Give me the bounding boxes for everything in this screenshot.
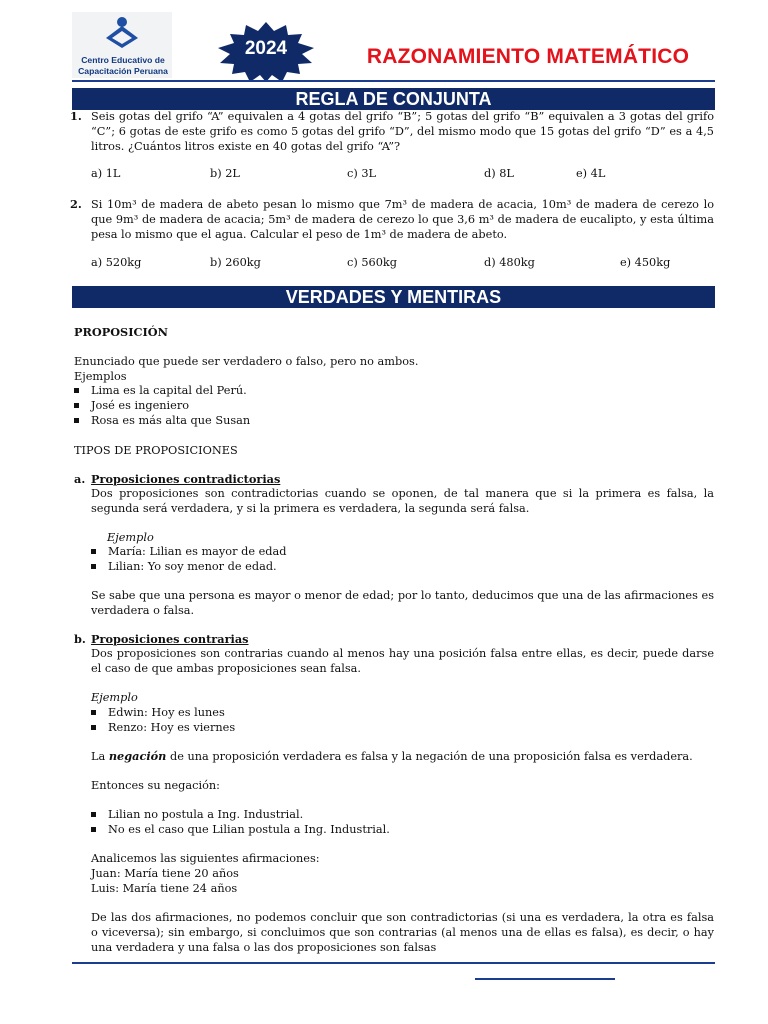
question-2-option-b: b) 260kg [210, 256, 261, 269]
negation-keyword: negación [108, 749, 167, 763]
bullet-icon [74, 388, 79, 393]
list-item: Lilian: Yo soy menor de edad. [91, 559, 391, 574]
type-b-example-label: Ejemplo [91, 691, 138, 704]
section-title-regla-conjunta: REGLA DE CONJUNTA [72, 88, 715, 110]
negation-paragraph: La negación de una proposición verdadera es falsa y la negación de una proposición falsa es verdadera. [91, 749, 693, 763]
question-1-option-b: b) 2L [210, 167, 240, 180]
luis-statement: Luis: María tiene 24 años [91, 882, 238, 895]
bullet-icon [91, 564, 96, 569]
question-2-text: Si 10m³ de madera de abeto pesan lo mismo que 7m³ de madera de acacia, 10m³ de madera de cerezo lo que 9m³ de madera de acacia; 5m³ de madera de cerezo lo que 3,6 m³ de madera de eucalipto, y esta última pesa lo mismo que el agua. Calcular el peso de 1m³ de madera de abeto. [91, 198, 714, 241]
type-b-text: Dos proposiciones son contrarias cuando al menos hay una posición falsa entre ellas, es decir, puede darse el caso de que ambas proposiciones sean falsa. [91, 647, 714, 675]
list-item: Rosa es más alta que Susan [74, 413, 374, 428]
header-title: RAZONAMIENTO MATEMÁTICO [366, 45, 690, 68]
types-heading: TIPOS DE PROPOSICIONES [74, 444, 238, 457]
type-a-title: Proposiciones contradictorias [91, 472, 281, 486]
then-text: Entonces su negación: [91, 779, 220, 792]
logo-icon [104, 14, 140, 48]
type-b-title: Proposiciones contrarias [91, 632, 249, 646]
analyze-text: Analicemos las siguientes afirmaciones: [91, 852, 320, 865]
footer-divider [72, 962, 715, 964]
bullet-icon [74, 418, 79, 423]
type-b-letter: b. [74, 632, 86, 646]
bullet-icon [91, 812, 96, 817]
question-2-option-e: e) 450kg [620, 256, 671, 269]
question-1-option-c: c) 3L [347, 167, 377, 180]
list-item: Renzo: Hoy es viernes [91, 720, 391, 735]
bullet-icon [91, 710, 96, 715]
bullet-icon [91, 725, 96, 730]
type-a-text: Dos proposiciones son contradictorias cuando se oponen, de tal manera que si la primera es falsa, la segunda será verdadera, y si la primera es verdadera, la segunda será falsa. [91, 487, 714, 515]
question-2-option-d: d) 480kg [484, 256, 535, 269]
question-1-option-a: a) 1L [91, 167, 121, 180]
question-1-text: Seis gotas del grifo “A” equivalen a 4 gotas del grifo “B”; 5 gotas del grifo “B” equivalen a 3 gotas del grifo “C”; 6 gotas de este grifo es como 5 gotas del grifo “D”, del mismo modo que 15 gotas del grifo “D” es a 4,5 litros. ¿Cuántos litros existe en 40 gotas del grifo “A”? [91, 110, 714, 153]
section-title-verdades-mentiras: VERDADES Y MENTIRAS [72, 286, 715, 308]
type-a-example-label: Ejemplo [107, 531, 154, 544]
list-item: No es el caso que Lilian postula a Ing. Industrial. [91, 822, 491, 837]
proposicion-heading: PROPOSICIÓN [74, 325, 168, 339]
question-2-option-a: a) 520kg [91, 256, 142, 269]
list-item: Edwin: Hoy es lunes [91, 705, 391, 720]
type-a-conclusion: Se sabe que una persona es mayor o menor de edad; por lo tanto, deducimos que una de las afirmaciones es verdadera o falsa. [91, 589, 714, 617]
list-item: José es ingeniero [74, 398, 374, 413]
list-item: Lima es la capital del Perú. [74, 383, 374, 398]
year-badge-text: 2024 [244, 38, 288, 59]
question-2-option-c: c) 560kg [347, 256, 397, 269]
question-1-number: 1. [70, 109, 82, 123]
logo-text [74, 55, 172, 77]
list-item: Lilian no postula a Ing. Industrial. [91, 807, 491, 822]
list-item: María: Lilian es mayor de edad [91, 544, 391, 559]
juan-statement: Juan: María tiene 20 años [91, 867, 239, 880]
proposicion-definition: Enunciado que puede ser verdadero o falso, pero no ambos. [74, 355, 419, 368]
logo-line-1: Centro Educativo de [81, 55, 165, 65]
logo-line-2: Capacitación Peruana [78, 66, 168, 76]
bullet-icon [91, 827, 96, 832]
question-1-option-e: e) 4L [576, 167, 606, 180]
footer-underline [475, 978, 615, 980]
question-1-option-d: d) 8L [484, 167, 514, 180]
bullet-icon [91, 549, 96, 554]
question-2-number: 2. [70, 197, 82, 211]
final-paragraph: De las dos afirmaciones, no podemos concluir que son contradictorias (si una es verdadera, la otra es falsa o viceversa); sin embargo, si concluimos que son contrarias (al menos una de ellas es falsa), es decir, o hay una verdadera y una falsa o las dos proposiciones son falsas [91, 911, 714, 954]
bullet-icon [74, 403, 79, 408]
examples-label: Ejemplos [74, 370, 127, 383]
header-divider [72, 80, 715, 82]
type-a-letter: a. [74, 472, 86, 486]
